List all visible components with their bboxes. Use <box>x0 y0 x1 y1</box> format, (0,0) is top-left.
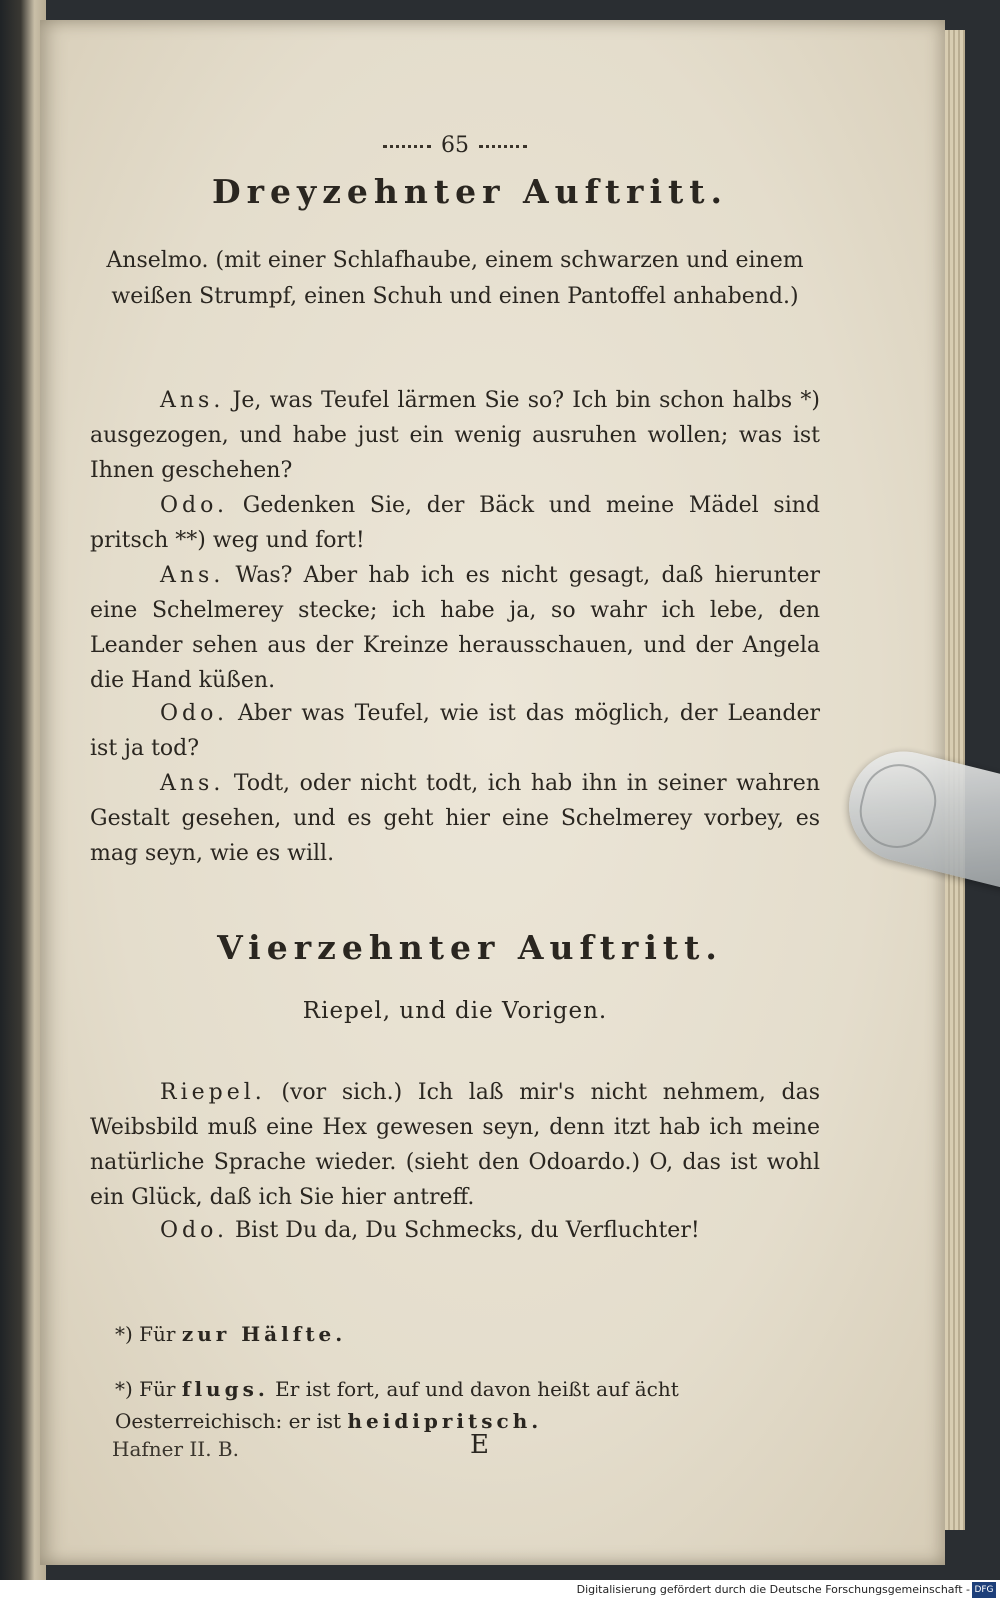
footnote-term: zur Hälfte. <box>181 1322 347 1346</box>
header-ornament-right <box>479 145 527 148</box>
footnote-lead: Für <box>139 1377 176 1401</box>
line-text: (vor sich.) Ich laß mir's nicht nehmem, das Weibsbild muß eine Hex gewesen seyn, denn itzt hab ich meine natürliche Sprache wieder. (sieht den Odoardo.) O, das ist wohl ein Glück, daß ich Sie hier antreff. <box>90 1080 820 1210</box>
footnote-mark: *) <box>115 1377 133 1401</box>
speaker-name: Odo. <box>160 1218 228 1243</box>
dialogue-line <box>90 488 820 558</box>
dialogue-line <box>90 1075 820 1215</box>
speaker-name: Riepel. <box>160 1080 266 1105</box>
speaker-name: Odo. <box>160 701 228 726</box>
header-ornament-left <box>383 145 431 148</box>
scene-13-stage-direction: Anselmo. (mit einer Schlafhaube, einem schwarzen und einem weißen Strumpf, einen Schuh und einen Pantoffel anhabend.) <box>106 248 804 309</box>
footnote-2 <box>115 1373 825 1437</box>
gathering-signature: E <box>470 1430 489 1460</box>
page-header <box>320 133 590 158</box>
dfg-logo: DFG <box>972 1582 996 1598</box>
dialogue-line <box>90 696 820 766</box>
scene-14-cast: Riepel, und die Vorigen. <box>302 998 608 1024</box>
line-text: Aber was Teufel, wie ist das möglich, der Leander ist ja tod? <box>90 701 820 761</box>
line-text: Todt, oder nicht todt, ich hab ihn in seiner wahren Gestalt gesehen, und es geht hier eine Schelmerey vorbey, es mag seyn, wie es will. <box>90 771 820 866</box>
line-text: Bist Du da, Du Schmecks, du Verfluchter! <box>234 1218 700 1243</box>
footnote-text: Er ist fort, auf und davon heißt auf ächt Oesterreichisch: er ist <box>115 1377 679 1433</box>
line-text: Was? Aber hab ich es nicht gesagt, daß hierunter eine Schelmerey stecke; ich habe ja, so wahr ich lebe, den Leander sehen aus der Kreinze herausschauen, und der Angela die Hand küßen. <box>90 563 821 693</box>
speaker-name: Ans. <box>160 388 225 413</box>
footnote-mark: *) <box>115 1322 133 1346</box>
speaker-name: Odo. <box>160 493 228 518</box>
dialogue-line <box>90 766 820 871</box>
scene-13-heading: Dreyzehnter Auftritt. <box>212 172 728 211</box>
footnote-1 <box>115 1322 815 1346</box>
line-text: Gedenken Sie, der Bäck und meine Mädel sind pritsch **) weg und fort! <box>90 493 820 553</box>
dialogue-line <box>90 383 820 488</box>
page-number: 65 <box>441 133 469 158</box>
dialogue-line <box>90 558 820 698</box>
footnote-lead: Für <box>139 1322 176 1346</box>
clip-tip <box>852 756 944 855</box>
speaker-name: Ans. <box>160 771 225 796</box>
scene-14-heading: Vierzehnter Auftritt. <box>217 928 723 967</box>
line-text: Je, was Teufel lärmen Sie so? Ich bin schon halbs *) ausgezogen, und habe just ein wenig ausruhen wollen; was ist Ihnen geschehen? <box>90 388 820 483</box>
credit-text: Digitalisierung gefördert durch die Deutsche Forschungsgemeinschaft - <box>576 1583 970 1596</box>
signature-mark: Hafner II. B. <box>112 1437 239 1461</box>
footnote-term-2: heidipritsch. <box>347 1409 543 1433</box>
speaker-name: Ans. <box>160 563 225 588</box>
footnote-term: flugs. <box>181 1377 269 1401</box>
dialogue-line <box>90 1213 820 1248</box>
